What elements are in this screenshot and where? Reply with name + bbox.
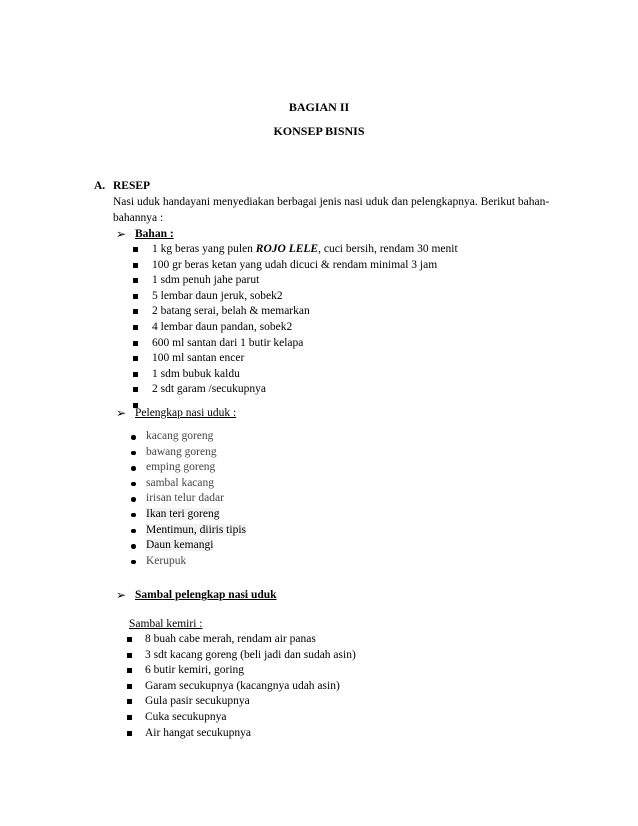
square-bullet-icon [127,684,132,689]
part-heading: BAGIAN II [288,100,350,114]
sambal-list [127,632,356,741]
list-item: 1 sdm penuh jahe parut [133,273,458,289]
list-item: Cuka secukupnya [127,710,356,726]
square-bullet-icon [133,309,138,314]
dot-bullet-icon [131,529,136,534]
arrow-bullet-icon: ➢ [116,227,127,241]
square-bullet-icon [127,653,132,658]
list-item: kacang goreng [131,429,246,445]
list-item: 2 sdt garam /secukupnya [133,382,458,398]
list-item: Daun kemangi [131,538,246,554]
dot-bullet-icon [131,544,136,549]
square-bullet-icon [127,731,132,736]
list-item: 8 buah cabe merah, rendam air panas [127,632,356,648]
list-item: Air hangat secukupnya [127,726,356,742]
square-bullet-icon [133,387,138,392]
pelengkap-heading: Pelengkap nasi uduk : [135,407,237,419]
list-item: 3 sdt kacang goreng (beli jadi dan sudah asin) [127,648,356,664]
square-bullet-icon [133,263,138,268]
dot-bullet-icon [131,451,136,456]
square-bullet-icon [133,372,138,377]
square-bullet-icon [133,325,138,330]
list-item: Garam secukupnya (kacangnya udah asin) [127,679,356,695]
dot-bullet-icon [131,435,136,440]
square-bullet-icon [133,356,138,361]
list-item: sambal kacang [131,476,246,492]
list-item: 100 gr beras ketan yang udah dicuci & rendam minimal 3 jam [133,258,458,274]
list-item: bawang goreng [131,445,246,461]
square-bullet-icon [133,278,138,283]
list-item: irisan telur dadar [131,491,246,507]
list-item: Mentimun, diiris tipis [131,523,246,539]
pelengkap-list [131,429,246,569]
list-item: 6 butir kemiri, goring [127,663,356,679]
list-item: emping goreng [131,460,246,476]
sambal-heading: Sambal pelengkap nasi uduk [135,589,277,601]
list-item: Ikan teri goreng [131,507,246,523]
item-text-start: 1 kg beras yang pulen [152,243,256,255]
dot-bullet-icon [131,560,136,565]
list-item: 4 lembar daun pandan, sobek2 [133,320,458,336]
arrow-bullet-icon: ➢ [116,406,127,420]
item-text-emphasis: ROJO LELE [255,243,319,255]
square-bullet-icon [127,699,132,704]
intro-line-1: Nasi uduk handayani menyediakan berbagai jenis nasi uduk dan pelengkapnya. Berikut bahan- [113,196,550,208]
section-title: RESEP [113,180,151,192]
dot-bullet-icon [131,513,136,518]
page-title: KONSEP BISNIS [273,124,365,138]
list-item: Kerupuk [131,554,246,570]
square-bullet-icon [127,668,132,673]
dot-bullet-icon [131,482,136,487]
arrow-bullet-icon: ➢ [116,588,127,602]
list-item: 100 ml santan encer [133,351,458,367]
list-item: 1 sdm bubuk kaldu [133,367,458,383]
square-bullet-icon [127,637,132,642]
list-item [133,242,458,258]
list-item: 2 batang serai, belah & memarkan [133,304,458,320]
dot-bullet-icon [131,466,136,471]
square-bullet-icon [133,247,138,252]
list-item: 600 ml santan dari 1 butir kelapa [133,336,458,352]
intro-line-2: bahannya : [113,212,164,224]
sambal-sub-heading: Sambal kemiri : [129,618,203,630]
list-item: 5 lembar daun jeruk, sobek2 [133,289,458,305]
bahan-list [133,242,458,414]
square-bullet-icon [133,341,138,346]
item-text-end: , cuci bersih, rendam 30 menit [318,243,458,255]
section-marker: A. [94,180,106,192]
dot-bullet-icon [131,497,136,502]
bahan-heading: Bahan : [135,228,174,240]
list-item: Gula pasir secukupnya [127,694,356,710]
square-bullet-icon [127,715,132,720]
square-bullet-icon [133,294,138,299]
